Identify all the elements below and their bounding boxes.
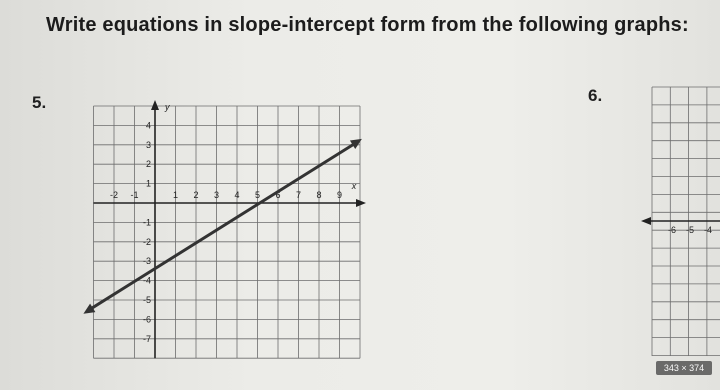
problem-5-y-axis-label: y: [165, 102, 170, 112]
x-tick-label: -4: [703, 225, 713, 235]
x-tick-label: -5: [685, 225, 695, 235]
y-tick-label: 3: [145, 139, 151, 150]
image-size-badge: 343 × 374: [656, 361, 712, 375]
y-tick-label: -7: [142, 333, 151, 344]
problem-5-number: 5.: [32, 93, 47, 112]
x-tick-label: 3: [213, 190, 220, 200]
y-tick-label: -2: [142, 236, 151, 247]
y-tick-label: 2: [145, 159, 151, 170]
y-axis-arrowhead: [151, 100, 159, 110]
x-tick-label: -6: [667, 225, 677, 235]
x-axis-arrowhead: [356, 199, 366, 207]
x-tick-label: 2: [193, 190, 199, 200]
problem-5-tick-labels: [110, 120, 342, 343]
problem-5-graphed-line: [89, 143, 356, 310]
x-tick-label: 9: [336, 190, 343, 200]
x-tick-label: 8: [316, 190, 322, 200]
problem-6-number: 6.: [588, 86, 603, 105]
y-tick-label: -1: [142, 217, 151, 228]
x-axis-arrowhead: [641, 217, 651, 225]
x-tick-label: 1: [172, 190, 179, 200]
y-tick-label: -6: [142, 314, 151, 325]
x-tick-label: -2: [109, 190, 119, 200]
x-tick-label: 4: [234, 190, 240, 200]
y-tick-label: -3: [142, 256, 151, 267]
problem-5-x-axis-label: x: [351, 181, 357, 191]
problem-6-graph: [641, 87, 720, 356]
x-tick-label: 6: [275, 190, 281, 200]
problem-5-grid: [94, 106, 361, 358]
problem-6-grid: [641, 87, 720, 356]
y-tick-label: -4: [142, 275, 151, 286]
x-tick-label: 7: [295, 190, 302, 200]
x-tick-label: 5: [254, 190, 261, 200]
worksheet-title: Write equations in slope-intercept form from the following graphs:: [46, 14, 689, 36]
y-tick-label: -5: [142, 295, 151, 305]
y-tick-label: 4: [145, 120, 151, 131]
y-tick-label: 1: [145, 178, 151, 189]
problem-6-tick-labels: [668, 225, 712, 235]
problem-5-graph: [83, 100, 366, 358]
x-tick-label: -1: [130, 190, 139, 200]
